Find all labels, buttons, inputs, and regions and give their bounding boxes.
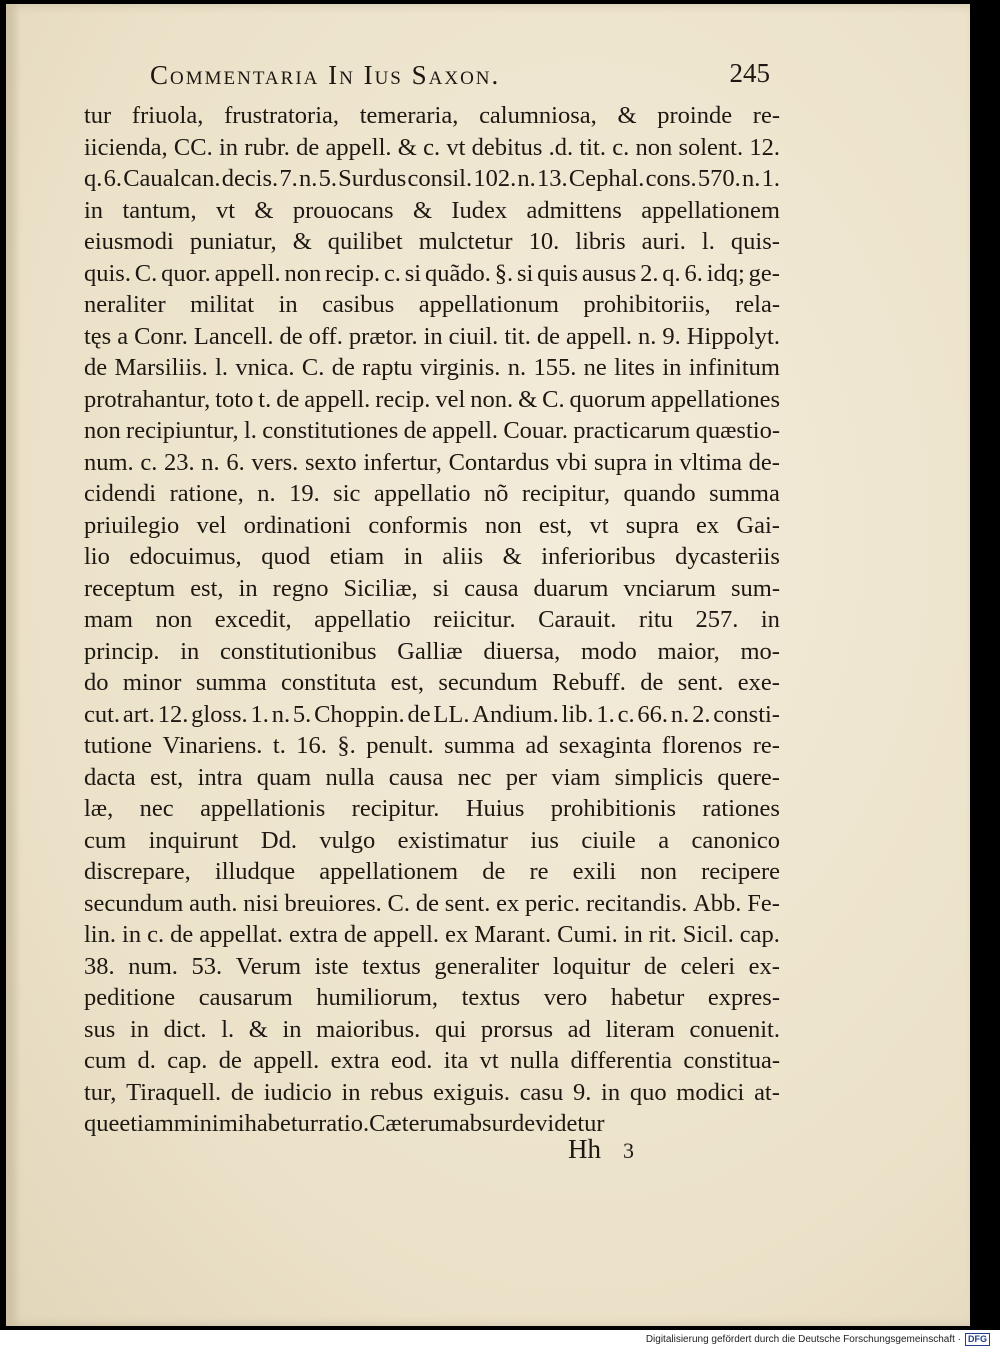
text-line: in tantum, vt & prouocans & Iudex admittens appellationem — [84, 196, 780, 224]
text-line: peditione causarum humiliorum, textus vero habetur expres- — [84, 984, 780, 1011]
text-line: num. c. 23. n. 6. vers. sexto infertur, Contardus vbi supra in vltima de- — [84, 448, 780, 476]
page-header — [150, 52, 790, 92]
text-line: protrahantur, toto t. de appell. recip. vel non. & C. quorum appellationes — [84, 385, 780, 413]
signature-number: 3 — [623, 1138, 634, 1163]
digitization-footer — [646, 1333, 990, 1346]
text-line: non recipiuntur, l. constitutiones de appell. Couar. practicarum quæstio- — [84, 417, 780, 444]
text-line: quis. C. quor. appell. non recip. c. si quãdo. §. si quis ausus 2. q. 6. idq; ge- — [84, 259, 780, 287]
text-line: tur friuola, frustratoria, temeraria, calumniosa, & proinde re- — [84, 102, 780, 129]
text-line: secundum auth. nisi breuiores. C. de sent. ex peric. recitandis. Abb. Fe- — [84, 889, 780, 917]
text-line: receptum est, in regno Siciliæ, si causa duarum vnciarum sum- — [84, 574, 780, 602]
dfg-logo: DFG — [965, 1333, 990, 1346]
text-line: cut. art. 12. gloss. 1. n. 5. Choppin. de LL. Andium. lib. 1. c. 66. n. 2. consti- — [84, 700, 780, 728]
text-line: eiusmodi puniatur, & quilibet mulctetur 10. libris auri. l. quis- — [84, 228, 780, 255]
text-line: princip. in constitutionibus Galliæ diuersa, modo maior, mo- — [84, 637, 780, 665]
text-line: de Marsiliis. l. vnica. C. de raptu virginis. n. 155. ne lites in infinitum — [84, 354, 780, 381]
running-head: Commentaria In Ius Saxon. — [150, 60, 501, 90]
text-line: neraliter militat in casibus appellationum prohibitoriis, rela- — [84, 291, 780, 318]
text-line: mam non excedit, appellatio reiicitur. Carauit. ritu 257. in — [84, 606, 780, 633]
text-line: 38. num. 53. Verum iste textus generaliter loquitur de celeri ex- — [84, 952, 780, 980]
text-line: tur, Tiraquell. de iudicio in rebus exiguis. casu 9. in quo modici at- — [84, 1078, 780, 1106]
text-line: lio edocuimus, quod etiam in aliis & inferioribus dycasteriis — [84, 543, 780, 570]
page-gutter — [6, 4, 20, 1326]
text-line: dacta est, intra quam nulla causa nec per viam simplicis quere- — [84, 763, 780, 791]
text-line: do minor summa constituta est, secundum Rebuff. de sent. exe- — [84, 669, 780, 696]
signature-mark — [568, 1134, 634, 1165]
body-text — [84, 100, 780, 1140]
text-line: cidendi ratione, n. 19. sic appellatio nõ recipitur, quando summa — [84, 480, 780, 507]
text-line: lin. in c. de appellat. extra de appell. ex Marant. Cumi. in rit. Sicil. cap. — [84, 921, 780, 948]
text-line: cum inquirunt Dd. vulgo existimatur ius ciuile a canonico — [84, 826, 780, 854]
page-number: 245 — [729, 58, 770, 88]
text-line: que etiam minimi habetur ratio. Cæterum absurde videtur — [84, 1110, 605, 1137]
text-line: iicienda, CC. in rubr. de appell. & c. vt debitus .d. tit. c. non solent. 12. — [84, 133, 780, 161]
text-line: sus in dict. l. & in maioribus. qui prorsus ad literam conuenit. — [84, 1015, 780, 1043]
text-line: discrepare, illudque appellationem de re exili non recipere — [84, 858, 780, 885]
text-line: læ, nec appellationis recipitur. Huius prohibitionis rationes — [84, 795, 780, 822]
text-line: tęs a Conr. Lancell. de off. prætor. in ciuil. tit. de appell. n. 9. Hippolyt. — [84, 322, 780, 350]
text-line: q. 6. Caualcan. decis. 7. n. 5. Surdus consil. 102. n. 13. Cephal. cons. 570. n. 1. — [84, 165, 780, 192]
signature-letters: Hh — [568, 1134, 601, 1164]
text-line: tutione Vinariens. t. 16. §. penult. summa ad sexaginta florenos re- — [84, 732, 780, 759]
funding-credit: Digitalisierung gefördert durch die Deutsche Forschungsgemeinschaft · — [645, 1334, 961, 1345]
text-line: priuilegio vel ordinationi conformis non est, vt supra ex Gai- — [84, 511, 780, 539]
text-line: cum d. cap. de appell. extra eod. ita vt nulla differentia constitua- — [84, 1047, 780, 1074]
